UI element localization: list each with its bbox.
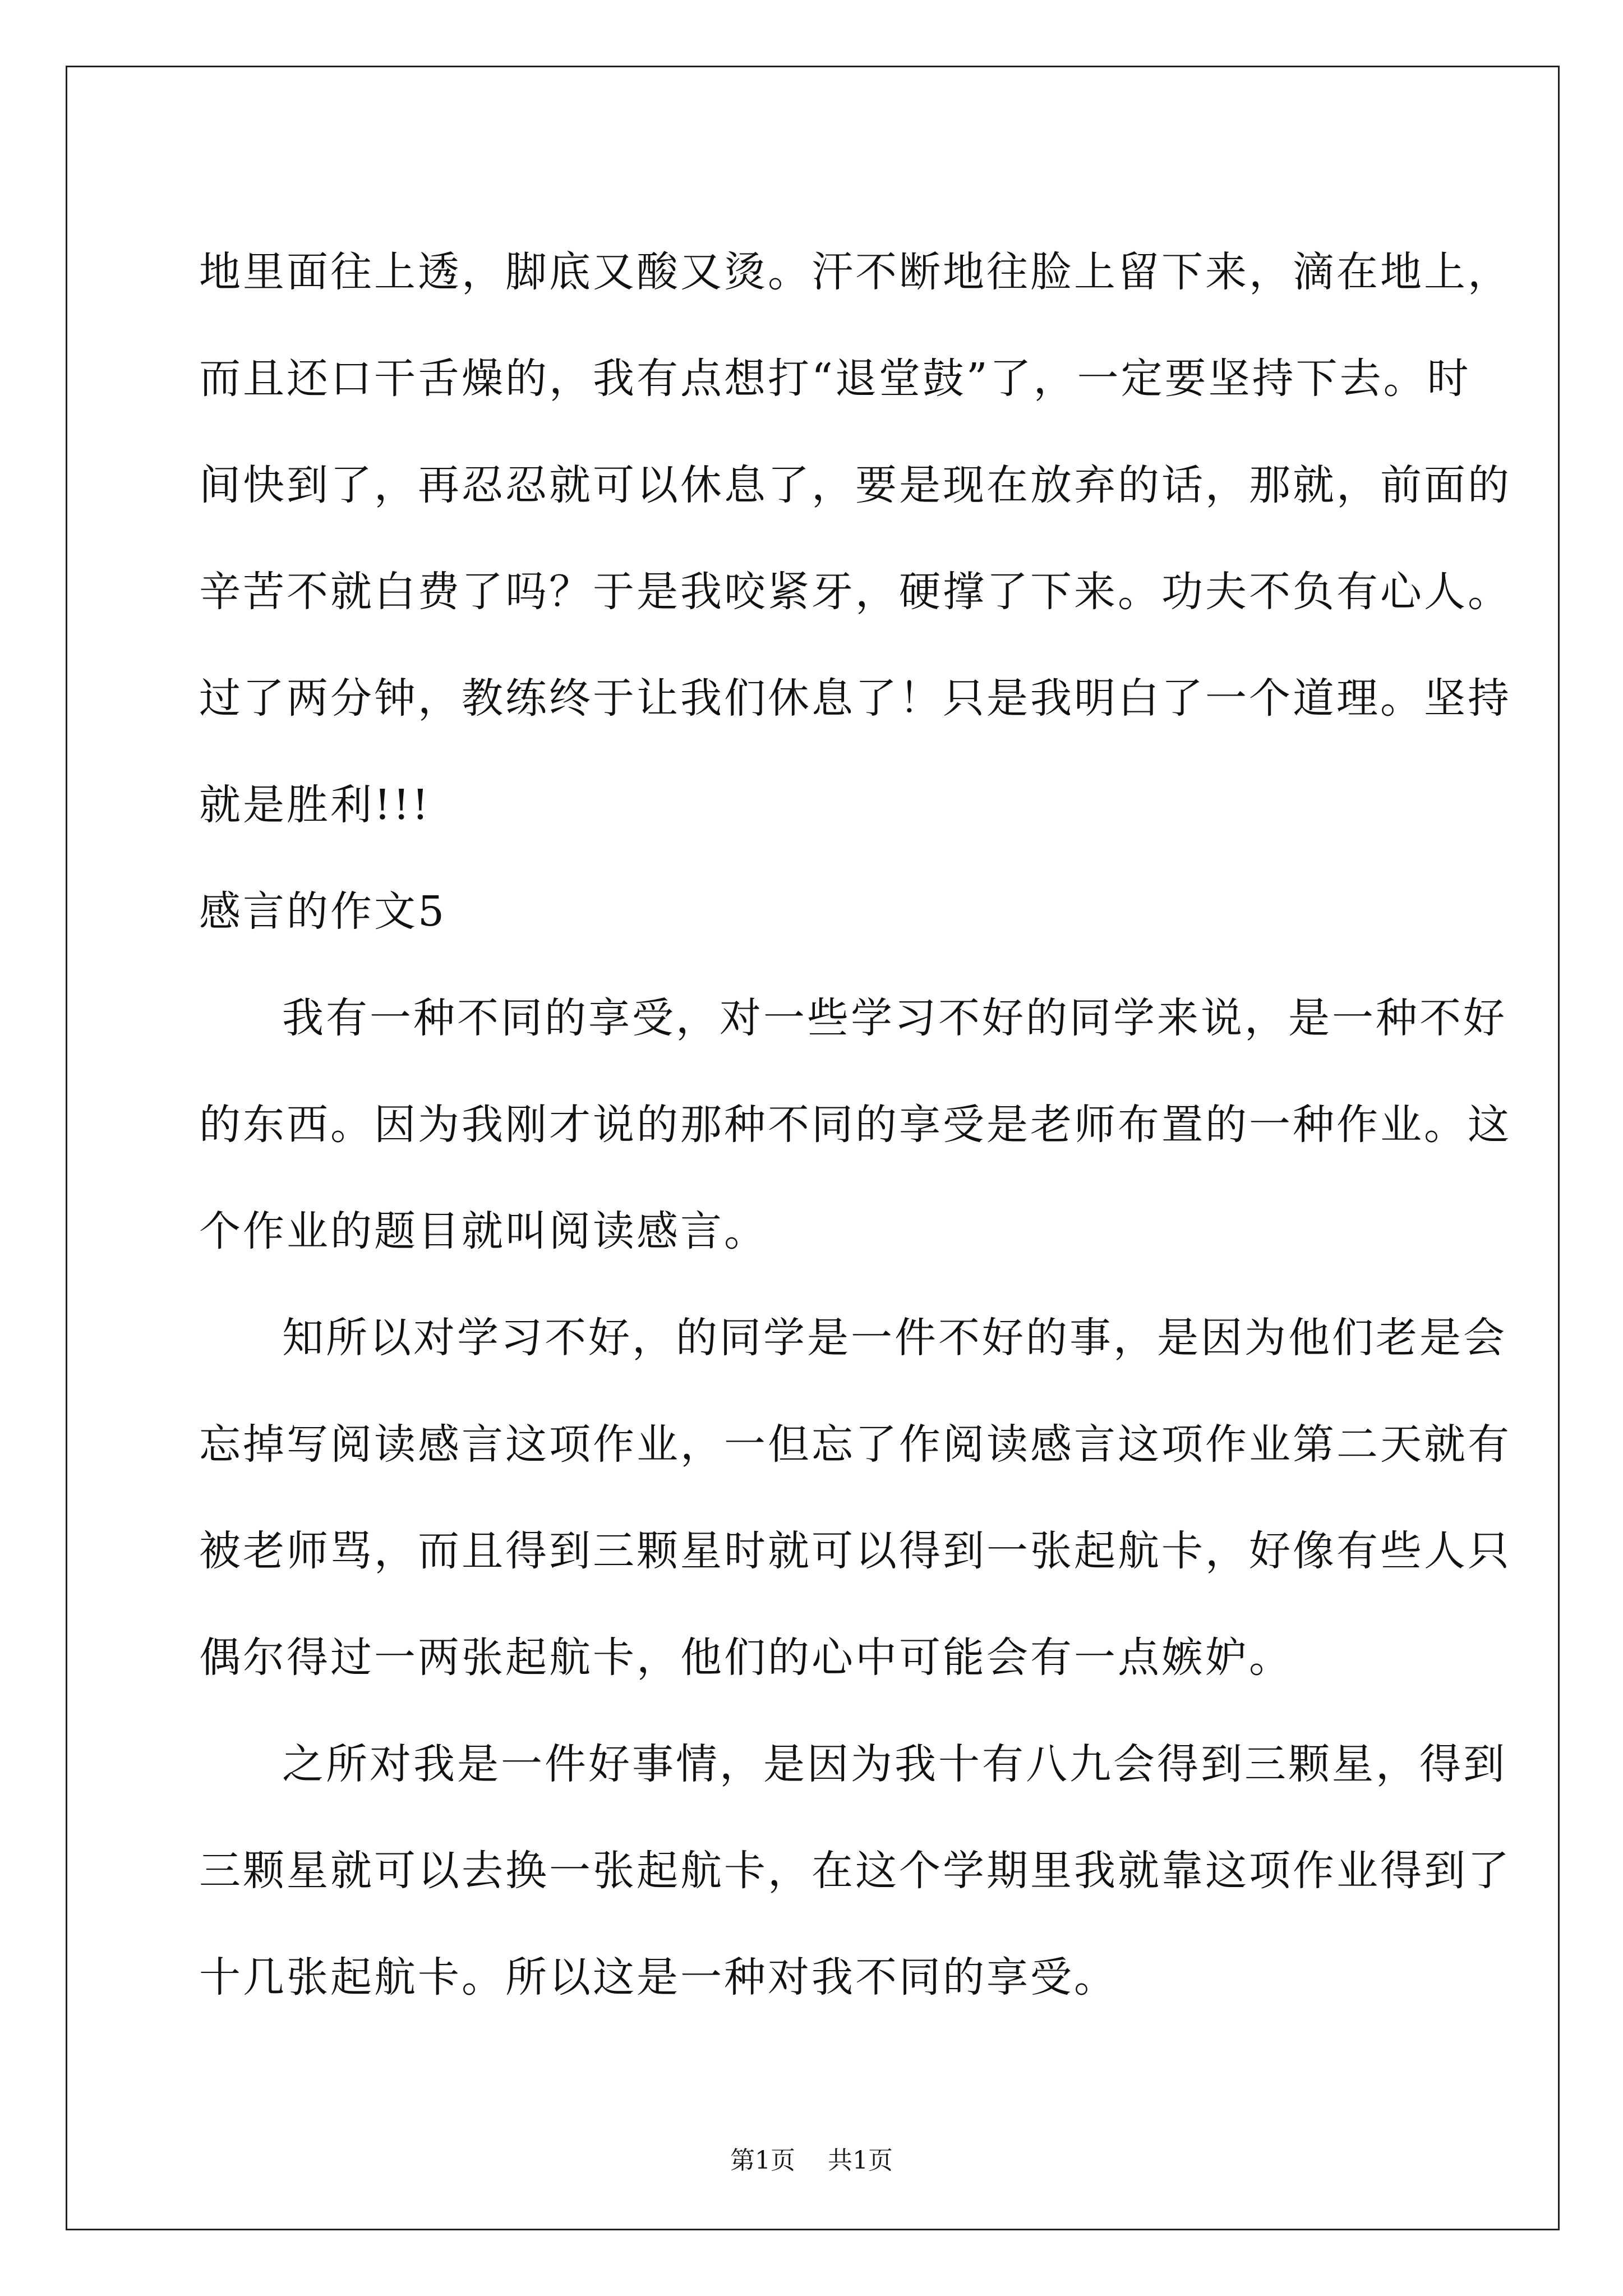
text-line: 辛苦不就白费了吗？于是我咬紧牙，硬撑了下来。功夫不负有心人。 — [199, 568, 1511, 616]
section-heading: 感言的作文5 — [199, 887, 447, 936]
text-line: 而且还口干舌燥的，我有点想打“退堂鼓”了，一定要坚持下去。时 — [199, 355, 1471, 403]
current-page-label: 第1页 — [730, 2146, 795, 2175]
text-line: 间快到了，再忍忍就可以休息了，要是现在放弃的话，那就，前面的 — [199, 461, 1511, 509]
paragraph-first-line: 知所以对学习不好，的同学是一件不好的事，是因为他们老是会 — [282, 1314, 1507, 1362]
text-line: 忘掉写阅读感言这项作业，一但忘了作阅读感言这项作业第二天就有 — [199, 1420, 1511, 1469]
text-line: 过了两分钟，教练终于让我们休息了！只是我明白了一个道理。坚持 — [199, 674, 1511, 723]
document-body — [199, 219, 1511, 2031]
page-footer — [0, 2144, 1623, 2178]
text-line: 三颗星就可以去换一张起航卡，在这个学期里我就靠这项作业得到了 — [199, 1847, 1511, 1895]
text-line: 被老师骂，而且得到三颗星时就可以得到一张起航卡，好像有些人只 — [199, 1527, 1511, 1575]
paragraph-first-line: 之所对我是一件好事情，是因为我十有八九会得到三颗星，得到 — [282, 1740, 1507, 1788]
text-line: 的东西。因为我刚才说的那种不同的享受是老师布置的一种作业。这 — [199, 1101, 1511, 1149]
text-line: 个作业的题目就叫阅读感言。 — [199, 1207, 768, 1255]
paragraph-first-line: 我有一种不同的享受，对一些学习不好的同学来说，是一种不好 — [282, 994, 1507, 1042]
text-line: 就是胜利!!! — [199, 781, 431, 829]
text-line: 偶尔得过一两张起航卡，他们的心中可能会有一点嫉妒。 — [199, 1634, 1293, 1682]
text-line: 地里面往上透，脚底又酸又烫。汗不断地往脸上留下来，滴在地上， — [199, 248, 1511, 296]
total-pages-label: 共1页 — [828, 2146, 893, 2175]
text-line: 十几张起航卡。所以这是一种对我不同的享受。 — [199, 1953, 1118, 2001]
